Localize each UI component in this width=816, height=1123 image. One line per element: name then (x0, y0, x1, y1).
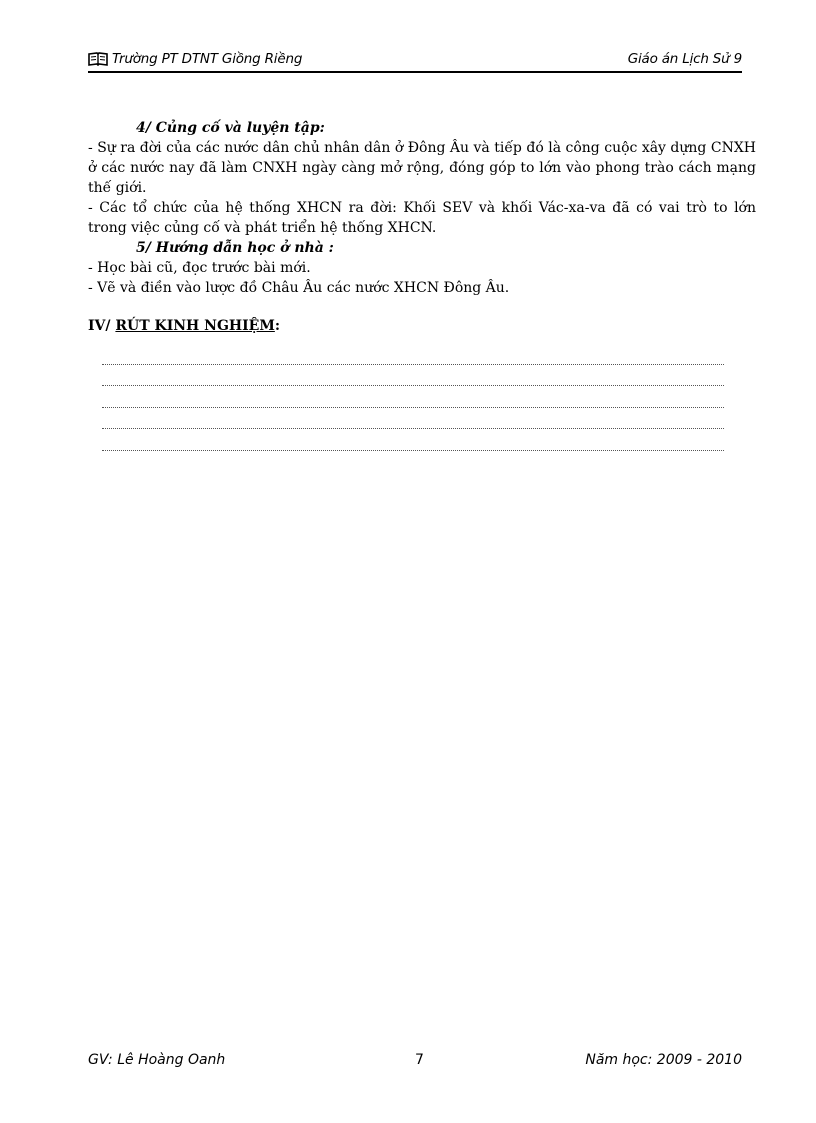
section4-paragraph-1: - Sự ra đời của các nước dân chủ nhân dân ở Đông Âu và tiếp đó là công cuộc xây dựng CNXH ở các nước nay đã làm CNXH ngày càng mở rộng, đóng góp to lớn vào phong trào cách mạng thế giới. (88, 140, 756, 196)
notes-line (102, 343, 724, 365)
section5-item-1: - Học bài cũ, đọc trước bài mới. (88, 260, 311, 276)
section-iv-heading (88, 318, 280, 334)
header-subject: Giáo án Lịch Sử 9 (627, 51, 742, 67)
lesson-content (88, 118, 756, 298)
notes-line (102, 429, 724, 451)
notes-lines (102, 343, 724, 451)
notes-line (102, 408, 724, 430)
section-iv-title: RÚT KINH NGHIỆM (115, 318, 275, 334)
page-footer (88, 1052, 742, 1074)
footer-page-number: 7 (415, 1052, 424, 1068)
notes-line (102, 386, 724, 408)
section4-paragraph-2: - Các tổ chức của hệ thống XHCN ra đời: Khối SEV và khối Vác-xa-va đã có vai trò to lớn trong việc củng cố và phát triển hệ thống XHCN. (88, 200, 756, 236)
header-school-name: Trường PT DTNT Giồng Riềng (112, 51, 303, 67)
section4-heading: 4/ Củng cố và luyện tập: (136, 120, 325, 136)
section-iv-prefix: IV/ (88, 318, 116, 334)
footer-teacher: GV: Lê Hoàng Oanh (88, 1052, 226, 1068)
page-header (88, 51, 742, 73)
section5-heading: 5/ Hướng dẫn học ở nhà : (136, 240, 334, 256)
book-icon (88, 52, 108, 66)
notes-line (102, 365, 724, 387)
footer-school-year: Năm học: 2009 - 2010 (585, 1052, 742, 1068)
section5-item-2: - Vẽ và điền vào lược đồ Châu Âu các nước XHCN Đông Âu. (88, 280, 510, 296)
header-left (88, 51, 302, 67)
section-iv-suffix: : (274, 318, 281, 334)
